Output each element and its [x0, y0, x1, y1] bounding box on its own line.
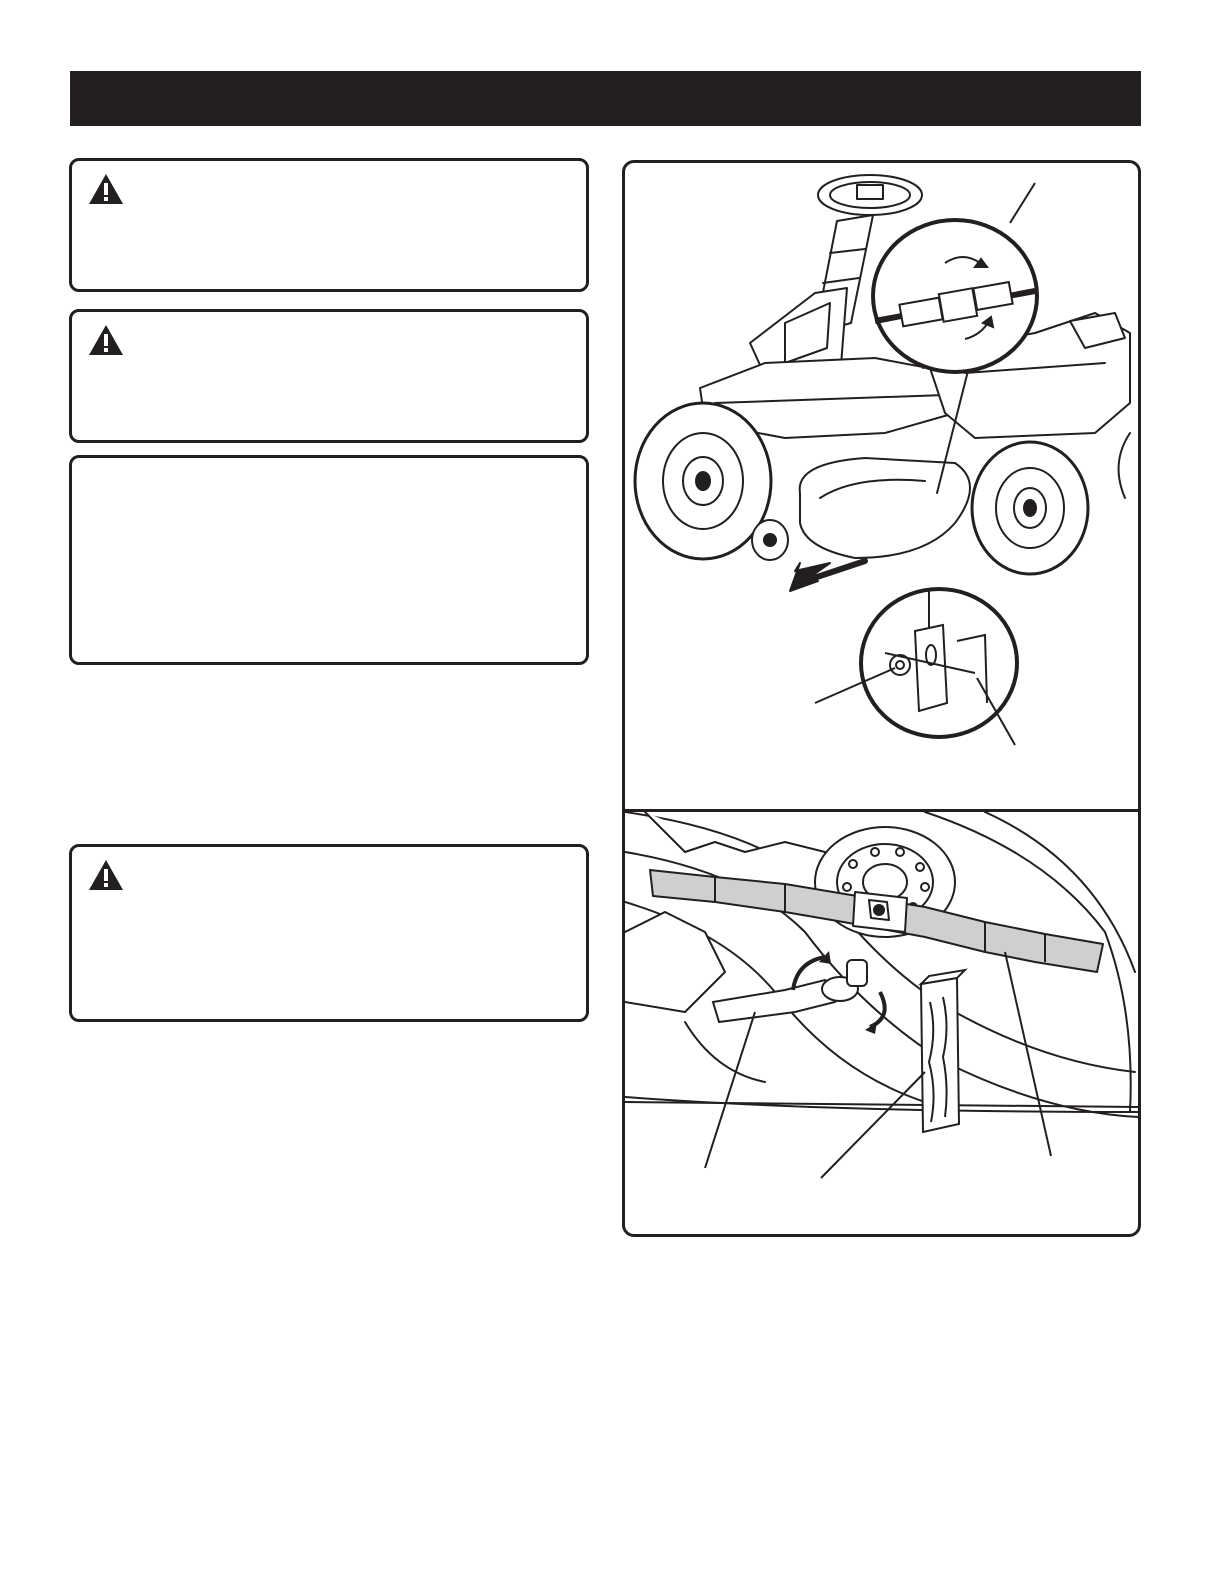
blade-removal-illustration: [625, 812, 1138, 1237]
section-header-bar: [70, 71, 1141, 126]
figure-panel: [622, 160, 1141, 1237]
warning-triangle-icon: [88, 324, 124, 356]
mower-illustration: [625, 163, 1138, 809]
warning-triangle-icon: [88, 859, 124, 891]
warning-box-1: [69, 158, 589, 292]
warning-triangle-icon: [88, 173, 124, 205]
notice-box: [69, 455, 589, 665]
warning-box-3: [69, 844, 589, 1022]
warning-box-2: [69, 309, 589, 443]
